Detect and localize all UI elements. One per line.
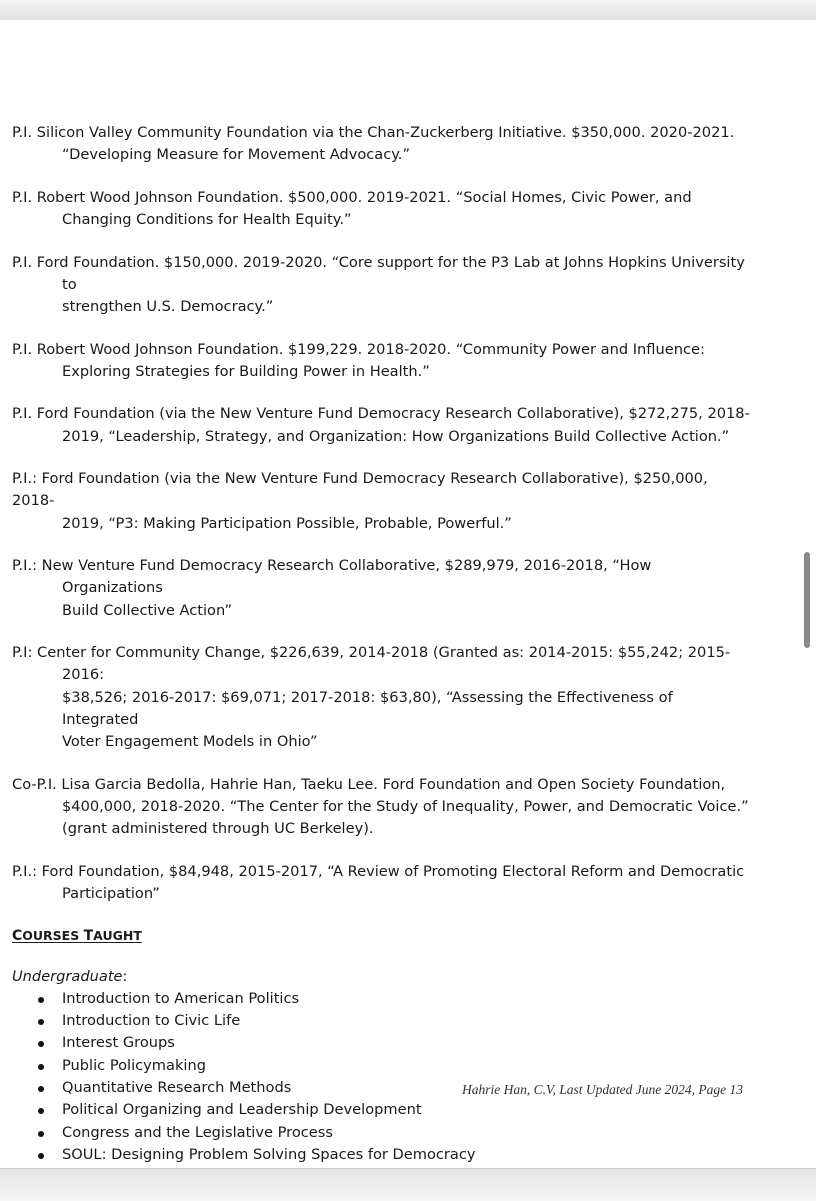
page-content (12, 122, 752, 1166)
grant-line: P.I. Robert Wood Johnson Foundation. $199,229. 2018-2020. “Community Power and Influence: (12, 340, 705, 358)
bullet-icon (38, 1108, 44, 1114)
vertical-scrollbar[interactable] (804, 552, 810, 648)
bullet-icon (38, 997, 44, 1003)
grant-line: 2019, “Leadership, Strategy, and Organization: How Organizations Build Collective Action.” (62, 427, 730, 445)
grant-line: Participation” (62, 884, 160, 902)
grant-line: 2019, “P3: Making Participation Possible, Probable, Powerful.” (62, 514, 512, 532)
grant-line: P.I.: Ford Foundation, $84,948, 2015-2017, “A Review of Promoting Electoral Reform and Democratic (12, 862, 745, 880)
grant-line: $38,526; 2016-2017: $69,071; 2017-2018: $63,80), “Assessing the Effectiveness of Integrated (62, 688, 673, 728)
course-item: SOUL: Designing Problem Solving Spaces for Democracy (12, 1144, 752, 1166)
grant-entry (12, 774, 752, 841)
course-item: Congress and the Legislative Process (12, 1122, 752, 1144)
grant-line: P.I. Robert Wood Johnson Foundation. $500,000. 2019-2021. “Social Homes, Civic Power, and (12, 188, 692, 206)
grant-entry (12, 468, 752, 535)
grant-line: Exploring Strategies for Building Power in Health.” (62, 362, 430, 380)
course-item: Introduction to Civic Life (12, 1010, 752, 1032)
grant-entry (12, 252, 752, 319)
course-item: Political Organizing and Leadership Development (12, 1099, 752, 1121)
grant-entry (12, 122, 752, 166)
grant-line: P.I. Silicon Valley Community Foundation via the Chan-Zuckerberg Initiative. $350,000. 2020-2021. (12, 124, 735, 141)
viewer-top-bar (0, 0, 816, 21)
grant-entry (12, 861, 752, 905)
grant-line: P.I.: New Venture Fund Democracy Research Collaborative, $289,979, 2016-2018, “How Organizations (12, 557, 652, 597)
viewer-bottom-bar (0, 1168, 816, 1201)
bullet-icon (38, 1153, 44, 1159)
bullet-icon (38, 1041, 44, 1047)
course-item: Public Policymaking (12, 1055, 752, 1077)
grant-entry (12, 642, 752, 753)
grant-line: P.I. Ford Foundation. $150,000. 2019-2020. “Core support for the P3 Lab at Johns Hopkins University to (12, 253, 745, 293)
grant-line: P.I: Center for Community Change, $226,639, 2014-2018 (Granted as: 2014-2015: $55,242; 2015-2016: (12, 644, 731, 684)
grant-entry (12, 555, 752, 622)
course-item: Interest Groups (12, 1032, 752, 1054)
grant-line: $400,000, 2018-2020. “The Center for the Study of Inequality, Power, and Democratic Voice.” (62, 797, 749, 815)
courses-taught-heading: COURSES TAUGHT (12, 928, 142, 945)
bullet-icon (38, 1019, 44, 1025)
page-footer: Hahrie Han, C.V, Last Updated June 2024, Page 13 (462, 1082, 743, 1097)
course-item: Quantitative Research Methods (12, 1077, 752, 1099)
grant-line: Build Collective Action” (62, 601, 233, 619)
course-item: Introduction to American Politics (12, 988, 752, 1010)
grant-line: Co-P.I. Lisa Garcia Bedolla, Hahrie Han, Taeku Lee. Ford Foundation and Open Society Foundation, (12, 775, 726, 793)
bullet-icon (38, 1131, 44, 1137)
grant-line: Voter Engagement Models in Ohio” (62, 733, 318, 750)
grant-entry (12, 403, 752, 447)
bullet-icon (38, 1064, 44, 1070)
grant-line: strengthen U.S. Democracy.” (62, 298, 274, 315)
grant-entry (12, 339, 752, 383)
grant-line: (grant administered through UC Berkeley). (62, 820, 374, 837)
course-list (12, 988, 752, 1166)
grant-line: Changing Conditions for Health Equity.” (62, 211, 352, 228)
grant-line: P.I.: Ford Foundation (via the New Venture Fund Democracy Research Collaborative), $250,000, 2018- (12, 470, 708, 510)
document-page (0, 20, 816, 1168)
grant-line: “Developing Measure for Movement Advocacy.” (62, 146, 411, 164)
grant-entry (12, 187, 752, 231)
undergraduate-subheading: Undergraduate: (12, 967, 128, 985)
grant-line: P.I. Ford Foundation (via the New Venture Fund Democracy Research Collaborative), $272,275, 2018- (12, 405, 750, 423)
bullet-icon (38, 1086, 44, 1092)
